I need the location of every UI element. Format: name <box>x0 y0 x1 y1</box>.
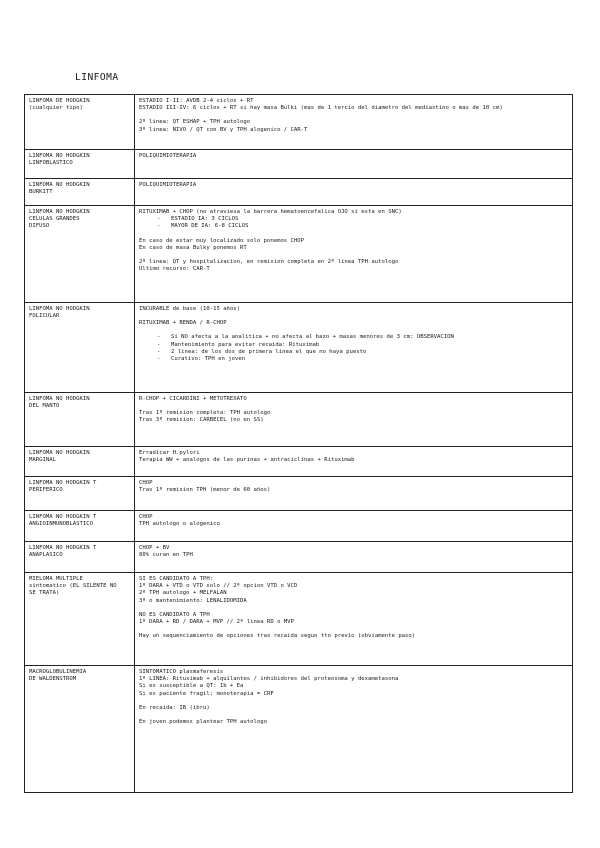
bullet-item: - Curativo: TPH en joven <box>157 356 568 363</box>
treatment-cell <box>135 303 573 393</box>
treatment-line: Tras 1º remision completa: TPH autologo <box>139 410 271 417</box>
treatment-table <box>24 94 573 793</box>
treatment-line: ESTADIO III-IV: 6 ciclos + RT si hay masa Bulki (mas de 1 tercio del diametro del mediastino o mas de 10 cm) <box>139 105 503 112</box>
bullet-item: - ESTADIO IA: 3 CICLOS <box>157 216 568 223</box>
table-row <box>25 573 573 666</box>
table-row <box>25 206 573 303</box>
treatment-cell <box>135 542 573 573</box>
treatment-cell <box>135 150 573 179</box>
treatment-cell <box>135 206 573 303</box>
treatment-line: En caso de masa Bulky ponemos RT <box>139 244 247 251</box>
treatment-line: Si es paciente fragil: monoterapia = CRF <box>139 690 274 697</box>
condition-label-line: LINFOMA NO HODGKIN <box>29 450 90 456</box>
condition-cell <box>25 303 135 393</box>
condition-label-line: SE TRATA) <box>29 590 60 597</box>
treatment-line: Si es susceptible a QT: Ib + Ea <box>139 683 244 690</box>
treatment-cell <box>135 179 573 206</box>
block-spacer <box>139 252 568 259</box>
condition-cell <box>25 666 135 793</box>
treatment-line: 1º DARA + RD / DARA + MVP // 2º linea RD o MVP <box>139 619 294 626</box>
treatment-line: 2º linea: QT ESHAP + TPH autologo <box>139 119 251 126</box>
condition-label-line: LINFOMA NO HODGKIN <box>29 396 90 402</box>
treatment-line: Ultimo recurso: CAR-T <box>139 266 210 273</box>
condition-label-line: LINFOBLASTICO <box>29 160 73 167</box>
condition-cell <box>25 477 135 511</box>
condition-cell <box>25 542 135 573</box>
condition-label-line: LINFOMA DE HODGKIN <box>29 98 90 104</box>
table-row <box>25 511 573 542</box>
table-row <box>25 542 573 573</box>
condition-label-line: sintomatico (EL SILENTE NO <box>29 583 117 590</box>
treatment-cell <box>135 573 573 666</box>
treatment-line: POLIQUIMIOTERAPIA <box>139 182 197 188</box>
treatment-line: CHOP + BV <box>139 545 170 551</box>
bullet-item: - MAYOR DE IA: 6-8 CICLOS <box>157 223 568 230</box>
condition-cell <box>25 447 135 477</box>
condition-cell <box>25 95 135 150</box>
treatment-line: 2º linea: QT y hospitalizacion, en remision completa en 2º linea TPH autologo <box>139 259 399 266</box>
page-heading: LINFOMA <box>75 72 119 83</box>
table-row <box>25 447 573 477</box>
treatment-cell <box>135 447 573 477</box>
table-row <box>25 179 573 206</box>
block-spacer <box>139 698 568 705</box>
condition-label-line: LINFOMA NO HODGKIN T <box>29 545 97 551</box>
condition-label-line: LINFOMA NO HODGKIN <box>29 209 90 215</box>
treatment-cell <box>135 393 573 447</box>
condition-label-line: LINFOMA NO HODGKIN <box>29 153 90 159</box>
condition-label-line: MIELOMA MULTIPLE <box>29 576 83 582</box>
condition-cell <box>25 511 135 542</box>
treatment-line: 1º LINEA: Rituximab + alquilantes / inhibidores del proteosoma y dexametasona <box>139 676 399 683</box>
condition-cell <box>25 150 135 179</box>
bullet-list <box>157 334 568 363</box>
bullet-item: - Mantenimiento para evitar recaida: Rituximab <box>157 342 568 349</box>
condition-label-line: LINFOMA NO HODGKIN <box>29 306 90 312</box>
treatment-cell <box>135 666 573 793</box>
block-spacer <box>139 605 568 612</box>
table-row <box>25 393 573 447</box>
treatment-cell <box>135 511 573 542</box>
treatment-line: Erradicar H.pylori <box>139 450 200 456</box>
treatment-line: TPH autologo o alogenico <box>139 521 220 528</box>
treatment-line: Hay un sequenciamiento de opciones tras recaida segun tto previo (obviamente paso) <box>139 633 416 640</box>
condition-label-line: MARGINAL <box>29 457 56 464</box>
treatment-line: CHOP <box>139 480 153 486</box>
treatment-line: POLIQUIMIOTERAPIA <box>139 153 197 159</box>
condition-label-line: DE WALDENSTROM <box>29 676 77 683</box>
table-row <box>25 666 573 793</box>
treatment-line: 2º TPH autologo + MELFALAN <box>139 590 227 597</box>
condition-label-line: FOLICULAR <box>29 313 60 320</box>
treatment-line: 1º DARA + VTD o VTD solo // 2º opcion VTD o VCD <box>139 583 298 590</box>
bullet-item: - 2 linea: de los dos de primera linea el que no haya puesto <box>157 349 568 356</box>
treatment-line: Tras 3º remision: CARBECEL (no en SS) <box>139 417 264 424</box>
condition-cell <box>25 179 135 206</box>
block-spacer <box>139 327 568 334</box>
treatment-line: CHOP <box>139 514 153 520</box>
treatment-line: SI ES CANDIDATO A TPH: <box>139 576 214 582</box>
condition-label-line: ANGIOINMUNOBLASTICO <box>29 521 93 528</box>
treatment-line: 3º o mantenimiento: LENALIDOMIDA <box>139 597 247 604</box>
condition-label-line: BURKITT <box>29 189 53 196</box>
table-row <box>25 95 573 150</box>
condition-cell <box>25 206 135 303</box>
condition-label-line: PERIFERICO <box>29 487 63 494</box>
condition-label-line: DEL MANTO <box>29 403 60 410</box>
treatment-line: En recaida: IB (ibru) <box>139 704 210 711</box>
treatment-cell <box>135 95 573 150</box>
treatment-line: Terapia WW + analogos de las purinas + antraciclinas + Rituximab <box>139 457 355 464</box>
condition-label-line: ANAPLASICO <box>29 552 63 559</box>
condition-label-line: CELULAS GRANDES <box>29 216 80 223</box>
condition-label-line: DIFUSO <box>29 223 50 230</box>
treatment-line: INCURABLE de base (10-15 años) <box>139 306 241 312</box>
treatment-line: En caso de estar muy localizado solo ponemos CHOP <box>139 237 305 244</box>
table-row <box>25 303 573 393</box>
table-row <box>25 477 573 511</box>
treatment-line: 80% curan en TPH <box>139 552 193 559</box>
block-spacer <box>139 231 568 238</box>
treatment-line: SINTOMATICO plasmaferesis <box>139 669 224 675</box>
condition-label-line: LINFOMA NO HODGKIN T <box>29 514 97 520</box>
condition-label-line: LINFOMA NO HODGKIN <box>29 182 90 188</box>
block-spacer <box>139 626 568 633</box>
condition-label-line: MACROGLOBULINEMIA <box>29 669 87 675</box>
bullet-list <box>157 216 568 230</box>
block-spacer <box>139 313 568 320</box>
condition-cell <box>25 393 135 447</box>
treatment-line: 3º linea: NIVO / QT con BV y TPH alogenico / CAR-T <box>139 126 308 133</box>
bullet-item: - Si NO afecta a la analitica + no afecta al bazo + masas menores de 3 cm: OBSERVACION <box>157 334 568 341</box>
treatment-line: NO ES CANDIDATO A TPH <box>139 611 210 618</box>
treatment-line: Tras 1º remision TPH (menor de 60 años) <box>139 487 271 494</box>
treatment-cell <box>135 477 573 511</box>
table-row <box>25 150 573 179</box>
treatment-line: En joven podemos plantear TPH autologo <box>139 719 267 726</box>
block-spacer <box>139 712 568 719</box>
condition-cell <box>25 573 135 666</box>
treatment-table-body <box>25 95 573 793</box>
treatment-line: RITUXIMAB + CHOP (no atraviesa la barrera hematoencefalica OJO si esta en SNC) <box>139 209 402 215</box>
treatment-line: R-CHOP + CICARDINI + METOTREXATO <box>139 396 247 402</box>
treatment-line: ESTADIO I-II: AVDB 2-4 ciclos + RT <box>139 98 254 104</box>
condition-label-line: (cualquier tipo) <box>29 105 83 112</box>
condition-label-line: LINFOMA NO HODGKIN T <box>29 480 97 486</box>
treatment-line: RITUXIMAB + BENDA / R-CHOP <box>139 320 227 327</box>
